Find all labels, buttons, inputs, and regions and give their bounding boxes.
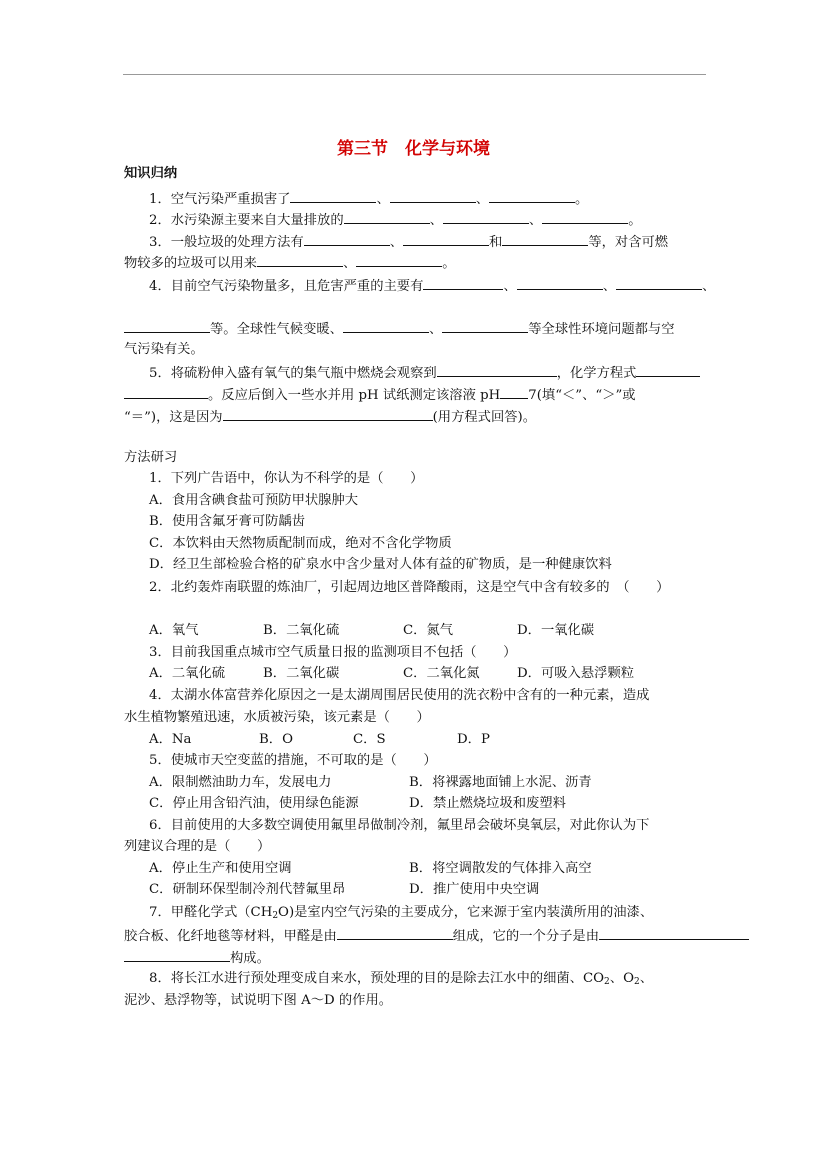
- mc-4-options: [149, 732, 490, 748]
- mc-5-option-c[interactable]: C．停止用含铅汽油，使用绿色能源: [149, 796, 359, 811]
- section-heading-knowledge: 知识归纳: [124, 166, 178, 181]
- question-5-line2: 。反应后倒入一些水并用 pH 试纸测定该溶液 pH 7(填“＜”、“＞”或: [124, 386, 636, 404]
- answer-blank[interactable]: [344, 211, 430, 224]
- mc-4-option-d[interactable]: D．P: [457, 732, 490, 747]
- mc-4-option-c[interactable]: C．S: [353, 732, 386, 747]
- answer-blank[interactable]: [304, 233, 390, 246]
- mc-5-option-a[interactable]: A．限制燃油助力车，发展电力: [149, 775, 332, 790]
- question-5: 5．将硫粉伸入盛有氧气的集气瓶中燃烧会观察到 ，化学方程式: [149, 364, 700, 382]
- question-4: 4．目前空气污染物量多，且危害严重的主要有 、 、 、: [149, 279, 716, 294]
- answer-blank[interactable]: [502, 233, 588, 246]
- question-2: 2．水污染源主要来自大量排放的 、 、 。: [149, 213, 642, 228]
- answer-blank[interactable]: [442, 320, 528, 333]
- answer-blank[interactable]: [337, 927, 453, 940]
- mc-2-option-d[interactable]: D．一氧化碳: [517, 623, 595, 638]
- mc-1-option-d[interactable]: D．经卫生部检验合格的矿泉水中含少量对人体有益的矿物质，是一种健康饮料: [149, 557, 612, 572]
- mc-5-stem: 5．使城市天空变蓝的措施，不可取的是（ ）: [149, 753, 437, 768]
- mc-3-option-d[interactable]: D．可吸入悬浮颗粒: [517, 666, 635, 681]
- mc-6-option-d[interactable]: D．推广使用中央空调: [409, 882, 540, 897]
- mc-5-option-d[interactable]: D．禁止燃烧垃圾和废塑料: [409, 796, 566, 811]
- mc-4-option-b[interactable]: B．O: [259, 732, 293, 747]
- answer-blank[interactable]: [616, 277, 702, 290]
- mc-5-option-b[interactable]: B．将裸露地面铺上水泥、沥青: [409, 775, 592, 790]
- answer-blank[interactable]: [124, 949, 230, 962]
- answer-blank[interactable]: [517, 277, 603, 290]
- section-heading-method: 方法研习: [124, 450, 178, 465]
- answer-blank[interactable]: [257, 254, 343, 267]
- mc-4-stem: 4．太湖水体富营养化原因之一是太湖周围居民使用的洗衣粉中含有的一种元素，造成: [149, 688, 650, 703]
- question-8: 8．将长江水进行预处理变成自来水，预处理的目的是除去江水中的细菌、$CO_2$、$O_2$、: [149, 971, 654, 987]
- mc-4-stem-line2: 水生植物繁殖迅速，水质被污染，该元素是（ ）: [124, 710, 430, 725]
- mc-3-stem: 3．目前我国重点城市空气质量日报的监测项目不包括（ ）: [149, 645, 517, 660]
- mc-2-stem: 2．北约轰炸南联盟的炼油厂，引起周边地区普降酸雨，这是空气中含有较多的 （ ）: [149, 580, 670, 595]
- answer-blank[interactable]: [443, 211, 529, 224]
- mc-6-options-cd: [149, 882, 539, 898]
- mc-1-option-c[interactable]: C．本饮料由天然物质配制而成，绝对不含化学物质: [149, 536, 452, 551]
- answer-blank[interactable]: [124, 386, 208, 399]
- answer-blank[interactable]: [290, 190, 376, 203]
- mc-4-option-a[interactable]: A．Na: [149, 732, 192, 747]
- mc-3-option-b[interactable]: B．二氧化碳: [263, 666, 340, 681]
- answer-blank[interactable]: [390, 190, 476, 203]
- question-4-line3: 气污染有关。: [124, 342, 204, 357]
- answer-blank[interactable]: [343, 320, 429, 333]
- mc-5-options-ab: [149, 775, 592, 791]
- mc-5-options-cd: [149, 796, 566, 812]
- answer-blank[interactable]: [500, 386, 528, 399]
- page-title: 第三节 化学与环境: [337, 139, 490, 159]
- question-8-line2: 泥沙、悬浮物等，试说明下图 A～D 的作用。: [124, 993, 393, 1008]
- mc-6-option-a[interactable]: A．停止生产和使用空调: [149, 861, 292, 876]
- question-7-line2: 胶合板、化纤地毯等材料，甲醛是由 组成，它的一个分子是由: [124, 927, 749, 945]
- mc-2-option-b[interactable]: B．二氧化硫: [263, 623, 340, 638]
- answer-blank[interactable]: [636, 364, 700, 377]
- mc-3-options: [149, 666, 634, 682]
- question-7: 7．甲醛化学式$(CH_2O)$是室内空气污染的主要成分，它来源于室内装潢所用的油漆、: [149, 905, 654, 921]
- question-3: 3．一般垃圾的处理方法有 、 和 等，对含可燃: [149, 235, 669, 250]
- mc-1-option-b[interactable]: B．使用含氟牙膏可防龋齿: [149, 514, 306, 529]
- answer-blank[interactable]: [489, 190, 575, 203]
- mc-6-option-b[interactable]: B．将空调散发的气体排入高空: [409, 861, 592, 876]
- answer-blank[interactable]: [124, 320, 210, 333]
- answer-blank[interactable]: [423, 277, 503, 290]
- mc-6-option-c[interactable]: C．研制环保型制冷剂代替氟里昂: [149, 882, 346, 897]
- mc-3-option-c[interactable]: C．二氧化氮: [403, 666, 480, 681]
- header-rule: [123, 74, 706, 75]
- question-7-line3: 构成。: [124, 949, 270, 967]
- mc-2-option-a[interactable]: A．氧气: [149, 623, 199, 638]
- answer-blank[interactable]: [437, 364, 557, 377]
- mc-2-options: [149, 623, 594, 639]
- answer-blank[interactable]: [403, 233, 489, 246]
- mc-6-stem: 6．目前使用的大多数空调使用氟里昂做制冷剂，氟里昂会破坏臭氧层，对此你认为下: [149, 818, 650, 833]
- answer-blank[interactable]: [223, 408, 433, 421]
- mc-2-option-c[interactable]: C．氮气: [403, 623, 454, 638]
- mc-3-option-a[interactable]: A．二氧化硫: [149, 666, 226, 681]
- answer-blank[interactable]: [542, 211, 628, 224]
- mc-6-options-ab: [149, 861, 592, 877]
- question-5-line3: “＝”)，这是因为 (用方程式回答)。: [124, 410, 537, 425]
- mc-6-stem-line2: 列建议合理的是（ ）: [124, 839, 271, 854]
- question-4-line2: 等。全球性气候变暖、 、 等全球性环境问题都与空: [124, 320, 675, 338]
- answer-blank[interactable]: [356, 254, 442, 267]
- answer-blank[interactable]: [599, 927, 749, 940]
- mc-1-stem: 1．下列广告语中，你认为不科学的是（ ）: [149, 471, 424, 486]
- question-1: 1．空气污染严重损害了 、 、 。: [149, 192, 589, 207]
- question-3-line2: 物较多的垃圾可以用来 、 。: [124, 256, 456, 271]
- mc-1-option-a[interactable]: A．食用含碘食盐可预防甲状腺肿大: [149, 493, 359, 508]
